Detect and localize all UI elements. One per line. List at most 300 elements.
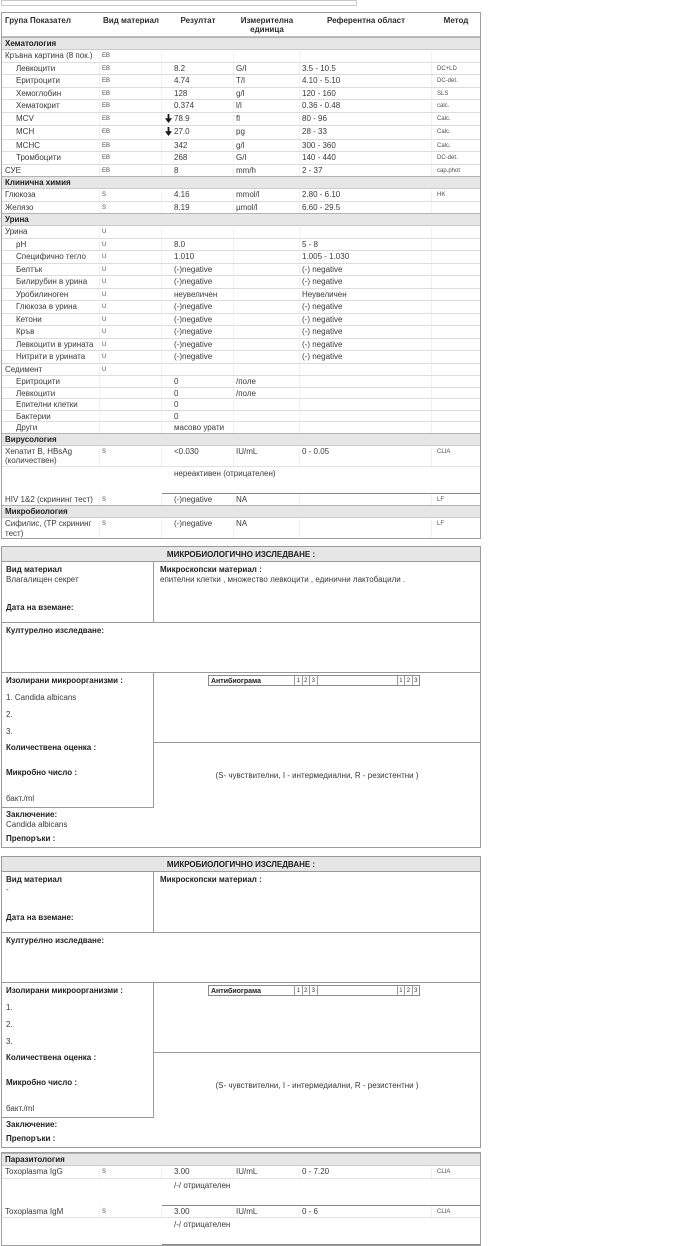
- unit: NA: [234, 495, 300, 506]
- method: CLIA: [437, 448, 451, 455]
- isolates-section: [2, 982, 480, 1118]
- unit: IU/mL: [234, 1167, 300, 1178]
- antibiogram-col-3: 3: [309, 986, 316, 995]
- analyte-name: Белтък: [2, 265, 100, 276]
- analyte-name: Еритроцити: [2, 377, 100, 387]
- result-value: (-)negative: [174, 352, 213, 361]
- analyte-name: Хемоглобин: [2, 89, 100, 100]
- lab-row: [2, 275, 480, 288]
- method: [432, 265, 480, 266]
- column-header-unit: Измерителна единица: [240, 16, 294, 34]
- lab-row: [2, 288, 480, 301]
- method: calc.: [437, 103, 450, 109]
- analyte-name: MCHC: [2, 141, 100, 152]
- analyte-name: Сифилис, (TP скрининг тест): [2, 519, 100, 538]
- lab-row: [2, 87, 480, 100]
- analyte-name: Бактерии: [2, 412, 100, 422]
- unit: T/l: [234, 76, 300, 87]
- result-note: [2, 466, 480, 494]
- unit: [234, 352, 300, 363]
- result-cell: [162, 114, 234, 126]
- reference-range: [300, 51, 432, 62]
- isolates-label: Изолирани микроорганизми :: [6, 676, 123, 685]
- specimen-type: [100, 400, 162, 410]
- method: [432, 302, 480, 303]
- result-cell: [162, 141, 234, 152]
- specimen-type: S: [100, 1167, 162, 1178]
- reference-range: [300, 495, 432, 506]
- unit: mmol/l: [234, 190, 300, 201]
- conclusion-label: Заключение:: [6, 1120, 58, 1129]
- method: [432, 389, 480, 390]
- lab-row: [2, 325, 480, 338]
- isolate-item: 2.: [6, 1020, 13, 1029]
- low-arrow-icon: [162, 114, 174, 126]
- analyte-name: Глюкоза в урина: [2, 302, 100, 313]
- section-header: Вирусология: [2, 433, 480, 446]
- method: [432, 51, 480, 52]
- antibiogram-gap: [317, 676, 397, 685]
- method: [432, 327, 480, 328]
- conclusion-value: Candida albicans: [6, 820, 68, 829]
- analyte-name: Левкоцити: [2, 64, 100, 75]
- result-cell: [162, 290, 234, 301]
- isolate-item: 1. Candida albicans: [6, 693, 77, 702]
- unit: [234, 412, 300, 422]
- result-value: 4.74: [174, 76, 190, 85]
- method: [432, 352, 480, 353]
- method: Calc.: [437, 129, 451, 135]
- unit: µmol/l: [234, 203, 300, 214]
- specimen-type: S: [100, 1207, 162, 1218]
- analyte-name: pH: [2, 240, 100, 251]
- lab-row: [2, 446, 480, 466]
- note-spacer: [2, 1179, 162, 1206]
- unit: [234, 277, 300, 288]
- antibiogram-col-3b: 3: [412, 986, 419, 995]
- specimen-type: ЕВ: [100, 166, 162, 177]
- result-cell: [162, 365, 234, 376]
- reference-range: 1.005 - 1.030: [300, 252, 432, 263]
- isolate-item: 2.: [6, 710, 13, 719]
- method: [432, 412, 480, 413]
- material-label: Вид материал: [6, 875, 62, 884]
- result-cell: [162, 327, 234, 338]
- unit: [234, 227, 300, 238]
- analyte-name: СУЕ: [2, 166, 100, 177]
- unit: G/l: [234, 64, 300, 75]
- specimen-type: ЕВ: [100, 127, 162, 139]
- unit: NA: [234, 519, 300, 538]
- method: cap.phot: [437, 167, 461, 174]
- lab-row: [2, 238, 480, 251]
- isolates-cell: [2, 673, 154, 808]
- quantity-label: Количествена оценка :: [6, 743, 97, 752]
- reference-range: [300, 377, 432, 387]
- method: [432, 315, 480, 316]
- result-cell: [162, 412, 234, 422]
- reference-range: 0 - 0.05: [300, 447, 432, 466]
- reference-range: 28 - 33: [300, 127, 432, 139]
- unit: [234, 265, 300, 276]
- lab-row: [2, 1166, 480, 1178]
- result-value: 8: [174, 165, 179, 175]
- result-value: 128: [174, 88, 188, 98]
- specimen-type: ЕВ: [100, 89, 162, 100]
- lab-row: [2, 300, 480, 313]
- column-header-method: Метод: [443, 16, 469, 25]
- result-value: 3.00: [174, 1167, 190, 1176]
- reference-range: 80 - 96: [300, 114, 432, 126]
- result-value: <0.030: [174, 446, 199, 456]
- result-cell: [162, 277, 234, 288]
- analyte-name: MCV: [2, 114, 100, 126]
- method: [432, 240, 480, 241]
- antibiogram-label: Антибиограма: [211, 988, 261, 995]
- unit: [234, 423, 300, 433]
- quantity-label: Количествена оценка :: [6, 1053, 97, 1062]
- result-value: 1.010: [174, 252, 195, 261]
- microbiology-report-title: МИКРОБИОЛОГИЧНО ИЗСЛЕДВАНЕ :: [2, 857, 480, 872]
- unit: l/l: [234, 101, 300, 112]
- method: Calc.: [437, 115, 451, 122]
- reference-range: [300, 423, 432, 433]
- material-cell: [2, 872, 154, 932]
- antibiogram-table: [208, 985, 420, 996]
- method: [432, 227, 480, 228]
- specimen-type: ЕВ: [100, 76, 162, 87]
- specimen-type: S: [100, 190, 162, 201]
- result-cell: [162, 519, 234, 538]
- unit: [234, 340, 300, 351]
- method: [432, 290, 480, 291]
- susceptibility-legend: (S- чувствителни, I - интермедиални, R - резистентни ): [154, 742, 480, 808]
- isolates-label: Изолирани микроорганизми :: [6, 986, 123, 995]
- result-cell: [162, 64, 234, 75]
- result-value: (-)negative: [174, 339, 213, 349]
- note-spacer: [2, 1218, 162, 1245]
- lab-row: [2, 201, 480, 214]
- specimen-type: U: [100, 315, 162, 326]
- antibiogram-area: [154, 673, 480, 742]
- method: [432, 400, 480, 401]
- lab-row: [2, 263, 480, 276]
- specimen-type: ЕВ: [100, 101, 162, 112]
- material-section: [2, 872, 480, 932]
- result-cell: [162, 203, 234, 214]
- method: LF: [437, 496, 445, 503]
- analyte-name: Кръв: [2, 327, 100, 338]
- microscopy-label: Микроскопски материал :: [160, 565, 262, 574]
- unit: [234, 51, 300, 62]
- method: DC-det.: [437, 78, 458, 84]
- unit: mm/h: [234, 166, 300, 177]
- result-value: 8.19: [174, 202, 190, 212]
- column-header-reference: Референтна област: [326, 16, 406, 25]
- lab-rows-parasitology: [2, 1153, 480, 1245]
- antibiogram-gap: [317, 986, 397, 995]
- method: [432, 377, 480, 378]
- result-cell: [162, 389, 234, 399]
- specimen-type: U: [100, 352, 162, 363]
- analyte-name: Нитрити в урината: [2, 352, 100, 363]
- material-value: Влагалищен секрет: [6, 575, 79, 584]
- note-text: /-/ отрицателен: [162, 1218, 480, 1245]
- result-value: масово урати: [174, 423, 225, 432]
- specimen-type: U: [100, 340, 162, 351]
- lab-row: [2, 151, 480, 164]
- antibiogram-col-1: 1: [294, 986, 301, 995]
- note-text: /-/ отрицателен: [162, 1179, 480, 1206]
- antibiogram-col-3: 3: [309, 676, 316, 685]
- antibiogram-table: [208, 675, 420, 686]
- reference-range: 0.36 - 0.48: [300, 101, 432, 112]
- method: [432, 365, 480, 366]
- unit: /поле: [234, 377, 300, 387]
- reference-range: (-) negative: [300, 327, 432, 338]
- lab-report-document: [1, 12, 481, 1246]
- result-cell: [162, 153, 234, 164]
- lab-row: [2, 338, 480, 351]
- result-value: (-)negative: [174, 519, 213, 528]
- analyte-name: Кетони: [2, 315, 100, 326]
- result-value: 342: [174, 140, 188, 150]
- lab-row: [2, 226, 480, 238]
- result-value: 268: [174, 153, 188, 162]
- note-text: нереактивен (отрицателен): [162, 467, 480, 494]
- method: [432, 423, 480, 424]
- lab-row: [2, 518, 480, 538]
- method: CLIA: [437, 1208, 451, 1215]
- lab-row: [2, 421, 480, 433]
- column-header-result: Резултат: [180, 16, 216, 25]
- specimen-type: [100, 389, 162, 399]
- lab-row: [2, 313, 480, 326]
- specimen-type: U: [100, 277, 162, 288]
- result-value: (-)negative: [174, 277, 213, 286]
- method: LF: [437, 521, 445, 527]
- antibiogram-col-2: 2: [302, 676, 309, 685]
- antibiogram-col-2: 2: [302, 986, 309, 995]
- lab-row: [2, 350, 480, 363]
- antibiogram-area: [154, 983, 480, 1052]
- result-cell: [162, 166, 234, 177]
- result-cell: [162, 340, 234, 351]
- analyte-name: Левкоцити в урината: [2, 340, 100, 351]
- result-cell: [162, 89, 234, 100]
- result-value: 0: [174, 400, 179, 409]
- lab-row: [2, 50, 480, 62]
- result-cell: [162, 127, 234, 139]
- analyte-name: Билирубин в урина: [2, 277, 100, 288]
- material-section: [2, 562, 480, 622]
- analyte-name: HIV 1&2 (скрининг тест): [2, 495, 100, 506]
- unit: IU/mL: [234, 1207, 300, 1218]
- reference-range: [300, 389, 432, 399]
- isolates-cell: [2, 983, 154, 1118]
- specimen-type: U: [100, 365, 162, 376]
- reference-range: 0 - 6: [300, 1207, 432, 1218]
- microbe-count-label: Микробно число :: [6, 1078, 78, 1087]
- result-cell: [162, 101, 234, 112]
- specimen-type: [100, 377, 162, 387]
- antibiogram-cell: [154, 673, 480, 808]
- microbe-count-unit: бакт./ml: [6, 1104, 35, 1113]
- specimen-type: S: [100, 519, 162, 538]
- specimen-type: U: [100, 227, 162, 238]
- result-note: [2, 1178, 480, 1206]
- isolate-item: 1.: [6, 1003, 13, 1012]
- reference-range: 2.80 - 6.10: [300, 190, 432, 201]
- method: HK: [437, 192, 446, 198]
- lab-row: [2, 74, 480, 87]
- unit: [234, 252, 300, 263]
- specimen-type: U: [100, 290, 162, 301]
- specimen-type: U: [100, 302, 162, 313]
- reference-range: 120 - 160: [300, 89, 432, 100]
- antibiogram-cell: [154, 983, 480, 1118]
- unit: g/l: [234, 89, 300, 100]
- reference-range: [300, 412, 432, 422]
- lab-row: [2, 494, 480, 506]
- result-value: (-)negative: [174, 264, 213, 274]
- reference-range: (-) negative: [300, 265, 432, 276]
- result-value: (-)negative: [174, 494, 213, 504]
- reference-range: (-) negative: [300, 315, 432, 326]
- result-cell: [162, 227, 234, 238]
- result-value: 3.00: [174, 1206, 190, 1216]
- result-value: 0: [174, 377, 179, 386]
- specimen-type: U: [100, 240, 162, 251]
- parasitology-table: [1, 1152, 481, 1246]
- sample-date-label: Дата на вземане:: [6, 913, 74, 922]
- specimen-type: S: [100, 203, 162, 214]
- method: [432, 252, 480, 253]
- culture-label: Културелно изследване:: [2, 622, 480, 672]
- unit: G/l: [234, 153, 300, 164]
- antibiogram-col-1b: 1: [397, 986, 404, 995]
- microbe-count-label: Микробно число :: [6, 768, 78, 777]
- reference-range: Неувеличен: [300, 290, 432, 301]
- reference-range: 300 - 360: [300, 141, 432, 152]
- result-cell: [162, 190, 234, 201]
- antibiogram-col-3b: 3: [412, 676, 419, 685]
- lab-row: [2, 125, 480, 139]
- result-cell: [162, 423, 234, 433]
- specimen-type: ЕВ: [100, 153, 162, 164]
- table-header-row: [2, 13, 480, 37]
- microbiology-report-1: [1, 546, 481, 848]
- method: DC-det.: [437, 155, 458, 161]
- microbiology-report-title: МИКРОБИОЛОГИЧНО ИЗСЛЕДВАНЕ :: [2, 547, 480, 562]
- reference-range: 6.60 - 29.5: [300, 203, 432, 214]
- lab-row: [2, 398, 480, 410]
- unit: /поле: [234, 389, 300, 399]
- analyte-name: Toxoplasma IgM: [2, 1207, 100, 1218]
- result-value: 0.374: [174, 101, 195, 110]
- analyte-name: Епителни клетки: [2, 400, 100, 410]
- unit: [234, 365, 300, 376]
- recommendations-label: Препоръки :: [6, 1134, 56, 1143]
- conclusion-section: [2, 1118, 480, 1147]
- reference-range: [300, 365, 432, 376]
- reference-range: (-) negative: [300, 352, 432, 363]
- analyte-name: Кръвна картина (8 пок.): [2, 51, 100, 62]
- conclusion-label: Заключение:: [6, 810, 58, 819]
- unit: [234, 290, 300, 301]
- analyte-name: Други: [2, 423, 100, 433]
- specimen-type: U: [100, 265, 162, 276]
- microscopy-cell: [154, 872, 480, 932]
- result-cell: [162, 377, 234, 387]
- analyte-name: Урина: [2, 227, 100, 238]
- unit: [234, 240, 300, 251]
- lab-rows-main: [2, 37, 480, 538]
- result-value: (-)negative: [174, 327, 213, 336]
- section-header: Микробиология: [2, 505, 480, 518]
- lab-row: [2, 250, 480, 263]
- result-value: 8.0: [174, 239, 186, 249]
- microscopy-label: Микроскопски материал :: [160, 875, 262, 884]
- reference-range: (-) negative: [300, 302, 432, 313]
- column-header-group-indicator: Група Показател: [5, 16, 71, 25]
- specimen-type: [100, 412, 162, 422]
- lab-row: [2, 375, 480, 387]
- antibiogram-col-2b: 2: [404, 986, 411, 995]
- conclusion-section: [2, 808, 480, 847]
- result-value: 4.16: [174, 190, 190, 199]
- culture-label: Културелно изследване:: [2, 932, 480, 982]
- analyte-name: Уробилиноген: [2, 290, 100, 301]
- material-cell: [2, 562, 154, 622]
- analyte-name: Хематокрит: [2, 101, 100, 112]
- result-note: [2, 1217, 480, 1245]
- result-cell: [162, 252, 234, 263]
- unit: [234, 400, 300, 410]
- result-value: (-)negative: [174, 314, 213, 324]
- result-cell: [162, 76, 234, 87]
- analyte-name: Глюкоза: [2, 190, 100, 201]
- section-header: Хематология: [2, 37, 480, 50]
- section-header: Клинична химия: [2, 176, 480, 189]
- lab-row: [2, 410, 480, 422]
- result-value: (-)negative: [174, 302, 213, 311]
- isolate-item: 3.: [6, 1037, 13, 1046]
- result-cell: [162, 1167, 234, 1178]
- antibiogram-col-2b: 2: [404, 676, 411, 685]
- specimen-type: ЕВ: [100, 141, 162, 152]
- specimen-type: [100, 423, 162, 433]
- result-value: неувеличен: [174, 289, 218, 299]
- analyte-name: Седимент: [2, 365, 100, 376]
- susceptibility-legend: (S- чувствителни, I - интермедиални, R - резистентни ): [154, 1052, 480, 1118]
- result-value: 78.9: [174, 113, 190, 123]
- specimen-type: ЕВ: [100, 114, 162, 126]
- lab-row: [2, 99, 480, 112]
- method: [432, 203, 480, 204]
- result-cell: [162, 302, 234, 313]
- method: CLIA: [437, 1169, 451, 1175]
- lab-row: [2, 62, 480, 75]
- material-value: -: [6, 885, 9, 894]
- unit: g/l: [234, 141, 300, 152]
- microscopy-cell: [154, 562, 480, 622]
- specimen-type: U: [100, 252, 162, 263]
- antibiogram-col-1: 1: [294, 676, 301, 685]
- result-cell: [162, 400, 234, 410]
- analyte-name: Хепатит B, HBsAg (количествен): [2, 447, 100, 466]
- method: Calc.: [437, 142, 451, 149]
